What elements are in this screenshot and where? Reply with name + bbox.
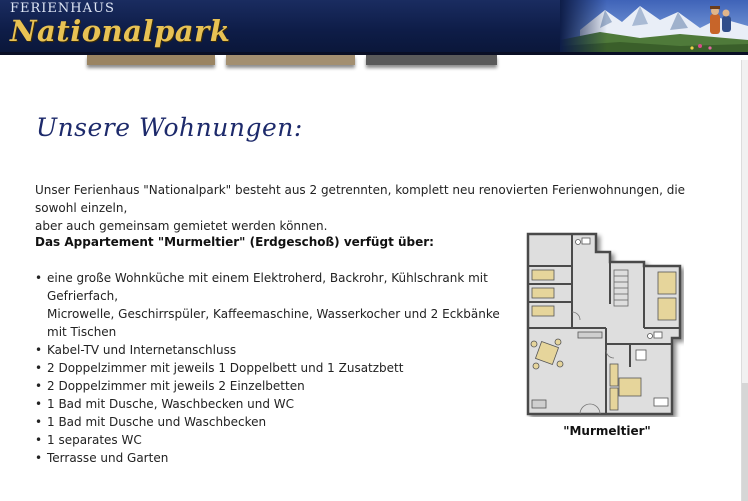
- section-title: Unsere Wohnungen:: [36, 113, 303, 142]
- feature-item: [35, 269, 515, 341]
- intro-paragraph: [35, 181, 695, 235]
- feature-item: • Terrasse und Garten: [35, 449, 515, 467]
- brand-subtitle: FERIENHAUS: [10, 1, 115, 16]
- gallery-thumbnail[interactable]: [226, 55, 355, 65]
- site-header: [0, 0, 748, 55]
- floor-plan-image[interactable]: [524, 232, 684, 417]
- intro-line: Unser Ferienhaus "Nationalpark" besteht aus 2 getrennten, komplett neu renovierten Ferienwohnungen, die sowohl einzeln,: [35, 183, 686, 215]
- feature-list: [35, 269, 515, 467]
- scrollbar-thumb[interactable]: [742, 383, 748, 501]
- feature-text: eine große Wohnküche mit einem Elektroherd, Backrohr, Kühlschrank mit Gefrierfach,: [47, 271, 488, 303]
- feature-item: • Kabel-TV und Internetanschluss: [35, 341, 515, 359]
- feature-item: • 1 Bad mit Dusche und Waschbecken: [35, 413, 515, 431]
- feature-item: • 1 Bad mit Dusche, Waschbecken und WC: [35, 395, 515, 413]
- intro-line: aber auch gemeinsam gemietet werden können.: [35, 219, 328, 233]
- header-mountain-photo: [560, 0, 748, 52]
- feature-item: • 2 Doppelzimmer mit jeweils 1 Doppelbett und 1 Zusatzbett: [35, 359, 515, 377]
- gallery-thumbnail[interactable]: [366, 55, 497, 65]
- feature-text-continuation: Microwelle, Geschirrspüler, Kaffeemaschine, Wasserkocher und 2 Eckbänke mit Tischen: [47, 307, 500, 339]
- gallery-thumbnail[interactable]: [87, 55, 215, 65]
- floor-plan-caption: "Murmeltier": [563, 424, 651, 438]
- feature-item: • 2 Doppelzimmer mit jeweils 2 Einzelbetten: [35, 377, 515, 395]
- apartment-heading: Das Appartement "Murmeltier" (Erdgeschoß) verfügt über:: [35, 235, 434, 249]
- feature-item: • 1 separates WC: [35, 431, 515, 449]
- brand-logo[interactable]: Nationalpark: [10, 14, 231, 48]
